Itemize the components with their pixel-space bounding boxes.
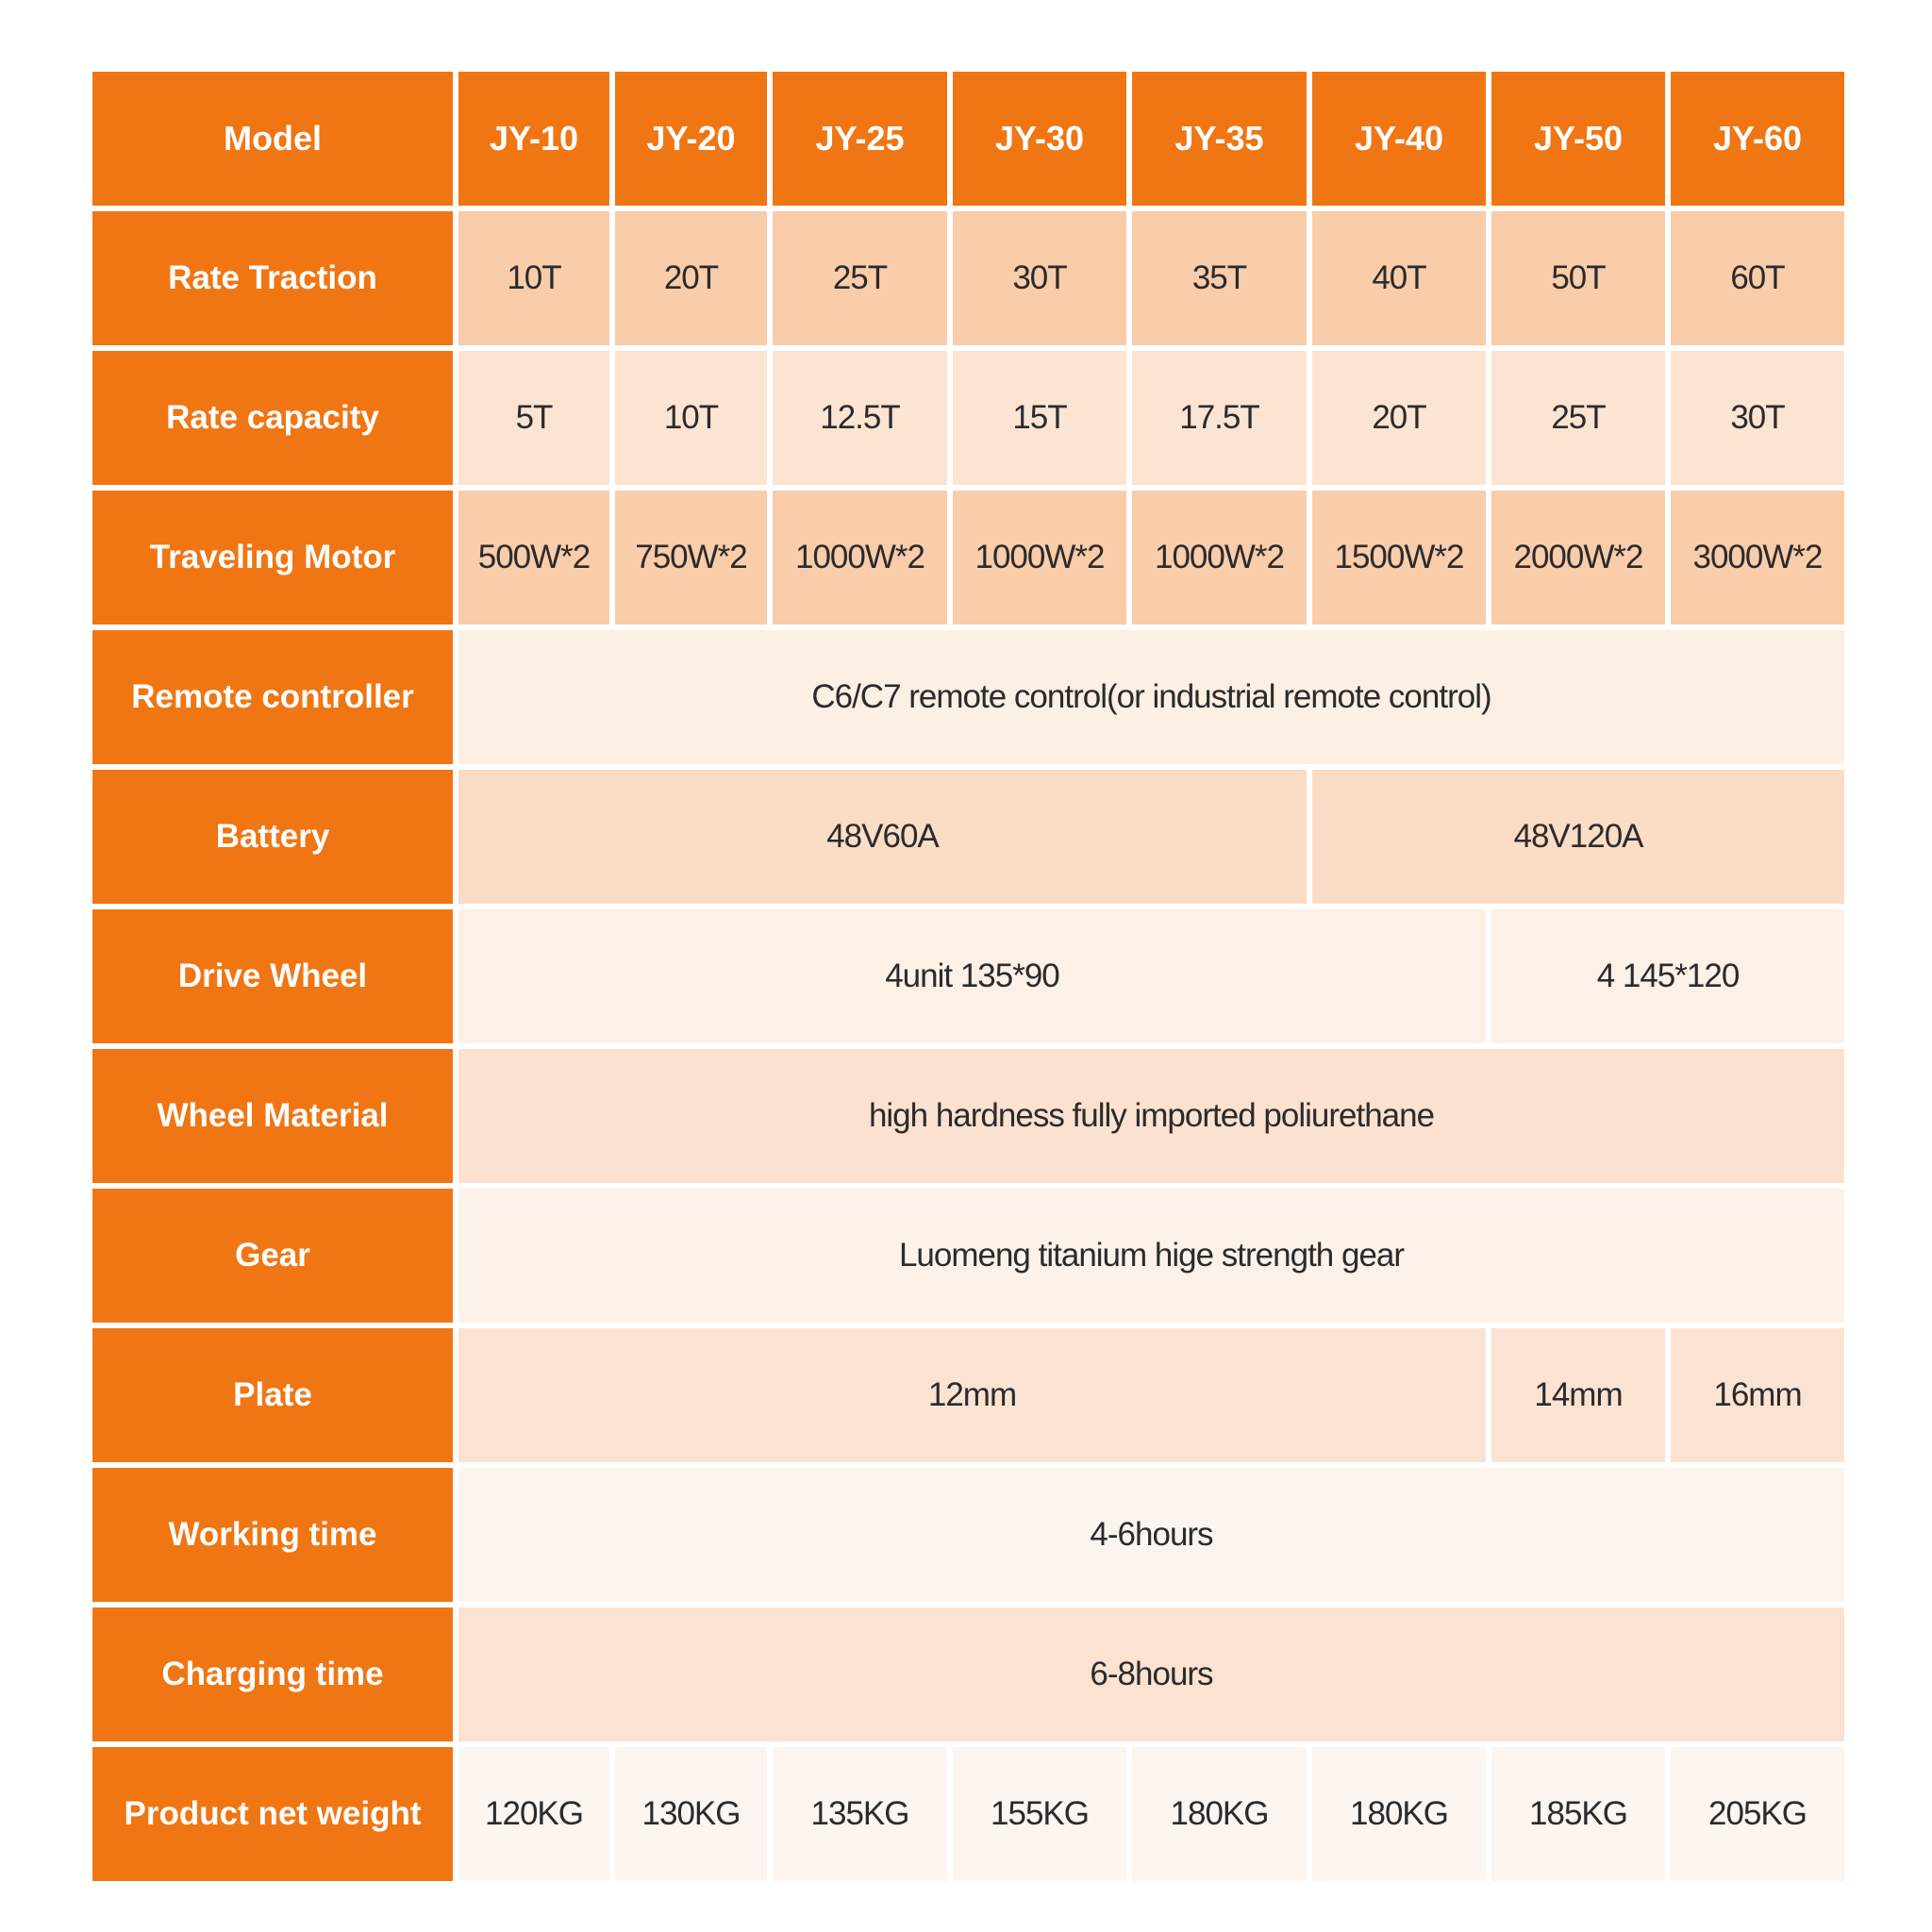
row-label-battery: Battery <box>92 770 453 904</box>
table-cell: 16mm <box>1671 1328 1844 1462</box>
table-cell: 48V120A <box>1312 770 1844 904</box>
row-label-drive-wheel: Drive Wheel <box>92 909 453 1043</box>
traveling-motor-row <box>92 491 1844 625</box>
header-row <box>92 72 1844 206</box>
table-cell: high hardness fully imported poliurethane <box>458 1049 1844 1183</box>
table-cell: 14mm <box>1491 1328 1665 1462</box>
model-jy-50: JY-50 <box>1491 72 1665 206</box>
battery-row <box>92 770 1844 904</box>
table-cell: 6-8hours <box>458 1607 1844 1741</box>
table-cell: 10T <box>615 351 767 485</box>
charging-time-row <box>92 1607 1844 1741</box>
table-cell: 1000W*2 <box>1132 491 1307 625</box>
table-cell: 180KG <box>1132 1747 1307 1881</box>
table-cell: 4 145*120 <box>1491 909 1844 1043</box>
table-cell: 12.5T <box>773 351 947 485</box>
row-label-charging-time: Charging time <box>92 1607 453 1741</box>
rate-capacity-row <box>92 351 1844 485</box>
table-cell: 205KG <box>1671 1747 1844 1881</box>
table-cell: 17.5T <box>1132 351 1307 485</box>
table-cell: 10T <box>458 211 609 345</box>
table-cell: 130KG <box>615 1747 767 1881</box>
table-cell: 35T <box>1132 211 1307 345</box>
table-cell: 4unit 135*90 <box>458 909 1486 1043</box>
row-label-gear: Gear <box>92 1189 453 1323</box>
table-cell: 30T <box>953 211 1126 345</box>
table-cell: 1000W*2 <box>773 491 947 625</box>
table-cell: 25T <box>1491 351 1665 485</box>
model-jy-20: JY-20 <box>615 72 767 206</box>
drive-wheel-row <box>92 909 1844 1043</box>
table-cell: 4-6hours <box>458 1468 1844 1602</box>
table-cell: 48V60A <box>458 770 1307 904</box>
table-cell: 60T <box>1671 211 1844 345</box>
table-cell: 500W*2 <box>458 491 609 625</box>
plate-row <box>92 1328 1844 1462</box>
model-jy-10: JY-10 <box>458 72 609 206</box>
gear-row <box>92 1189 1844 1323</box>
net-weight-row <box>92 1747 1844 1881</box>
table-cell: Luomeng titanium hige strength gear <box>458 1189 1844 1323</box>
row-label-rate-traction: Rate Traction <box>92 211 453 345</box>
table-cell: 120KG <box>458 1747 609 1881</box>
model-jy-25: JY-25 <box>773 72 947 206</box>
table-cell: 2000W*2 <box>1491 491 1665 625</box>
table-cell: 12mm <box>458 1328 1486 1462</box>
table-cell: 185KG <box>1491 1747 1665 1881</box>
table-cell: 5T <box>458 351 609 485</box>
model-header: Model <box>92 72 453 206</box>
row-label-traveling-motor: Traveling Motor <box>92 491 453 625</box>
table-cell: 750W*2 <box>615 491 767 625</box>
row-label-remote-controller: Remote controller <box>92 630 453 764</box>
table-cell: 180KG <box>1312 1747 1486 1881</box>
table-cell: 25T <box>773 211 947 345</box>
row-label-rate-capacity: Rate capacity <box>92 351 453 485</box>
row-label-net-weight: Product net weight <box>92 1747 453 1881</box>
working-time-row <box>92 1468 1844 1602</box>
table-cell: 50T <box>1491 211 1665 345</box>
table-cell: 20T <box>1312 351 1486 485</box>
remote-controller-row <box>92 630 1844 764</box>
row-label-wheel-material: Wheel Material <box>92 1049 453 1183</box>
wheel-material-row <box>92 1049 1844 1183</box>
model-jy-60: JY-60 <box>1671 72 1844 206</box>
model-jy-30: JY-30 <box>953 72 1126 206</box>
table-cell: C6/C7 remote control(or industrial remote control) <box>458 630 1844 764</box>
model-jy-35: JY-35 <box>1132 72 1307 206</box>
spec-table <box>87 66 1850 1887</box>
rate-traction-row <box>92 211 1844 345</box>
table-cell: 155KG <box>953 1747 1126 1881</box>
table-cell: 1500W*2 <box>1312 491 1486 625</box>
row-label-plate: Plate <box>92 1328 453 1462</box>
table-cell: 1000W*2 <box>953 491 1126 625</box>
table-cell: 40T <box>1312 211 1486 345</box>
table-cell: 3000W*2 <box>1671 491 1844 625</box>
table-cell: 135KG <box>773 1747 947 1881</box>
model-jy-40: JY-40 <box>1312 72 1486 206</box>
row-label-working-time: Working time <box>92 1468 453 1602</box>
table-cell: 20T <box>615 211 767 345</box>
table-cell: 15T <box>953 351 1126 485</box>
table-cell: 30T <box>1671 351 1844 485</box>
